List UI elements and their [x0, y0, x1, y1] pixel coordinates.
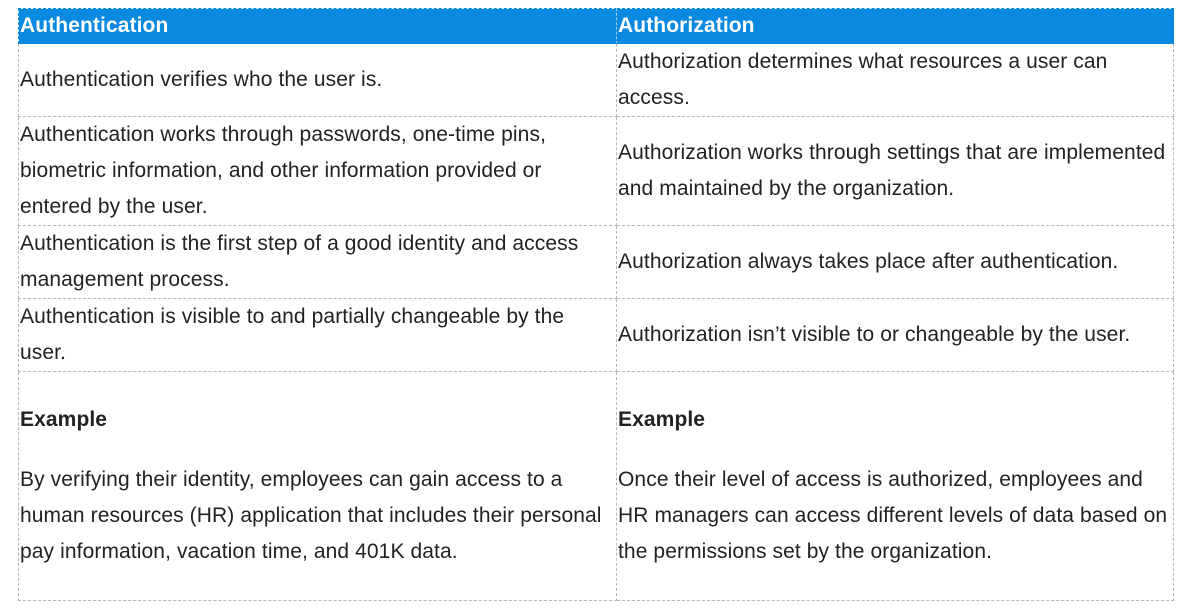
authorization-example-text: Once their level of access is authorized, employees and HR managers can access different levels of data based on the permissions set by the organization.: [618, 468, 1168, 563]
example-row: [19, 372, 1174, 601]
authentication-cell: Authentication works through passwords, one-time pins, biometric information, and other information provided or entered by the user.: [19, 117, 617, 226]
authentication-cell: Authentication is the first step of a good identity and access management process.: [19, 226, 617, 299]
authorization-cell: Authorization isn’t visible to or changeable by the user.: [617, 299, 1174, 372]
header-row: [19, 9, 1174, 44]
authentication-cell: Authentication is visible to and partially changeable by the user.: [19, 299, 617, 372]
header-authentication: Authentication: [19, 9, 617, 44]
table-body: [19, 44, 1174, 601]
authentication-example-heading: Example: [20, 408, 108, 431]
authorization-cell: Authorization works through settings that are implemented and maintained by the organization.: [617, 117, 1174, 226]
table-row: [19, 226, 1174, 299]
table-row: [19, 44, 1174, 117]
authorization-example-cell: [617, 372, 1174, 601]
authentication-cell: Authentication verifies who the user is.: [19, 44, 617, 117]
comparison-table: [18, 8, 1174, 601]
table-row: [19, 299, 1174, 372]
authorization-cell: Authorization determines what resources a user can access.: [617, 44, 1174, 117]
header-authorization: Authorization: [617, 9, 1174, 44]
authorization-cell: Authorization always takes place after authentication.: [617, 226, 1174, 299]
authentication-example-cell: [19, 372, 617, 601]
authentication-example-text: By verifying their identity, employees can gain access to a human resources (HR) application that includes their personal pay information, vacation time, and 401K data.: [20, 468, 602, 563]
table-header: [19, 9, 1174, 44]
table-row: [19, 117, 1174, 226]
authorization-example-heading: Example: [618, 408, 706, 431]
